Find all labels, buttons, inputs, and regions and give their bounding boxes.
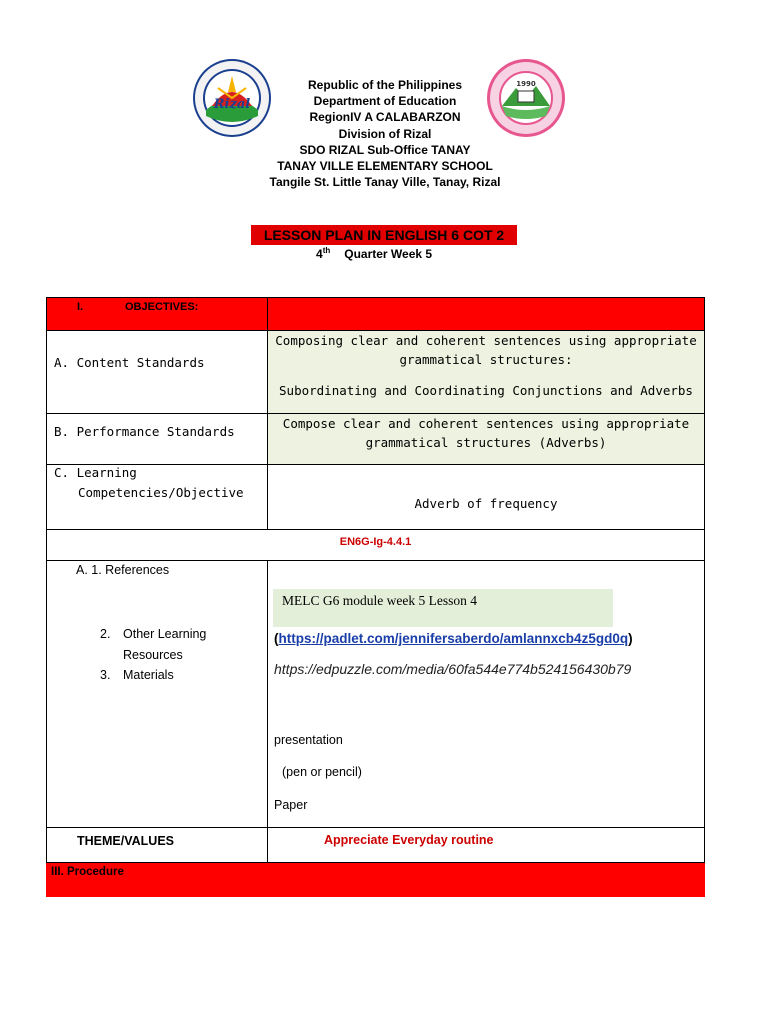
learning-competencies-label-line2: Competencies/Objective <box>78 485 244 500</box>
objectives-label: OBJECTIVES: <box>125 301 199 313</box>
other-learning-resources-line2: Resources <box>123 648 183 662</box>
material-paper: Paper <box>274 798 308 812</box>
header-line-republic: Republic of the Philippines <box>307 78 462 92</box>
content-standards-line2: grammatical structures: <box>399 352 573 367</box>
competency-code-row <box>46 529 705 561</box>
performance-standards-line2: grammatical structures (Adverbs) <box>365 435 607 450</box>
quarter-number: 4 <box>316 247 323 261</box>
quarter-week-subtitle <box>316 246 432 261</box>
theme-values-label: THEME/VALUES <box>77 834 174 848</box>
header-line-school: TANAY VILLE ELEMENTARY SCHOOL <box>277 159 493 174</box>
header-line-deped: Department of Education <box>313 94 457 109</box>
references-row <box>46 560 705 828</box>
competency-code: EN6G-Ig-4.4.1 <box>339 536 412 548</box>
edpuzzle-link[interactable]: https://edpuzzle.com/media/60fa544e774b524156430b79 <box>274 661 632 677</box>
theme-values-row <box>46 827 705 863</box>
materials-label: Materials <box>123 668 174 682</box>
svg-text:1990: 1990 <box>516 80 536 88</box>
content-standards-line3: Subordinating and Coordinating Conjunctions and Adverbs <box>279 383 693 398</box>
header-line-address: Tangile St. Little Tanay Ville, Tanay, Rizal <box>269 175 501 190</box>
item-2-number: 2. <box>100 627 111 641</box>
melc-reference: MELC G6 module week 5 Lesson 4 <box>273 589 613 627</box>
header-line-division: Division of Rizal <box>338 126 432 141</box>
svg-text:Rizal: Rizal <box>213 97 251 112</box>
objectives-row <box>46 297 705 331</box>
material-presentation: presentation <box>274 733 343 747</box>
quarter-week-text: Quarter Week 5 <box>344 247 433 261</box>
header-line-sdo: SDO RIZAL Sub-Office TANAY <box>299 142 471 157</box>
procedure-row <box>46 863 705 897</box>
header-line-region: RegionIV A CALABARZON <box>309 110 461 125</box>
other-learning-resources-line1: Other Learning <box>123 627 207 641</box>
performance-standards-label: B. Performance Standards <box>54 424 235 439</box>
content-standards-line1: Composing clear and coherent sentences using appropriate <box>275 333 697 348</box>
school-header <box>250 77 520 190</box>
quarter-suffix: th <box>322 246 331 255</box>
content-standards-label: A. Content Standards <box>54 355 205 370</box>
procedure-label: III. Procedure <box>51 866 124 878</box>
lesson-plan-title: LESSON PLAN IN ENGLISH 6 COT 2 <box>251 225 517 245</box>
content-standards-row <box>46 330 705 414</box>
material-pen-or-pencil: (pen or pencil) <box>282 765 362 779</box>
performance-standards-row <box>46 413 705 465</box>
performance-standards-line1: Compose clear and coherent sentences using appropriate <box>282 416 690 431</box>
objectives-number: I. <box>77 301 84 313</box>
padlet-link[interactable]: https://padlet.com/jennifersaberdo/amlannxcb4z5gd0q <box>278 631 629 646</box>
learning-competency-value: Adverb of frequency <box>414 496 558 511</box>
learning-competencies-label-line1: C. Learning <box>54 465 137 480</box>
padlet-link-line: (https://padlet.com/jennifersaberdo/amlannxcb4z5gd0q) <box>274 631 633 646</box>
references-item-a: A. 1. References <box>76 563 170 577</box>
learning-competencies-row <box>46 464 705 530</box>
item-3-number: 3. <box>100 668 111 682</box>
theme-values-value: Appreciate Everyday routine <box>324 833 494 847</box>
